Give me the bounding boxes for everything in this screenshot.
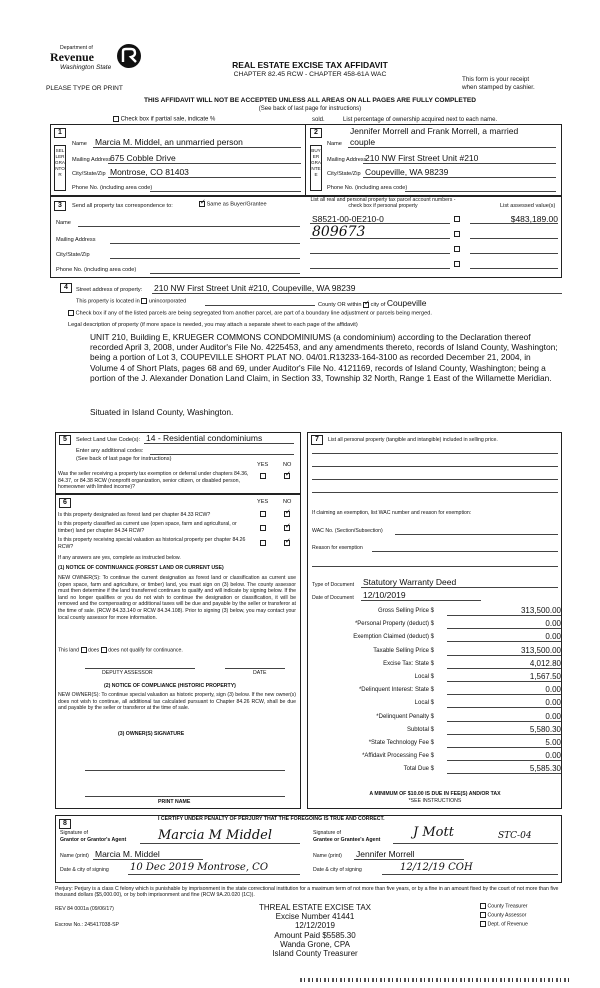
grantor-date-label: Date & city of signing [60,867,109,873]
tax-row [312,738,562,750]
grantee-agent-label: Grantee or Grantee's Agent [313,837,381,843]
personal-prop-checkbox-1[interactable] [454,216,460,222]
historic-no-checkbox[interactable] [284,540,290,546]
tax-row-label: Subtotal $ [406,726,434,733]
grantee-name-label: Name (print) [313,853,342,859]
county-treasurer-checkbox[interactable] [480,903,486,909]
qualify-row [58,647,183,653]
segregate-label: Check box if any of the listed parcels are being segregated from another parcel, are part of a boundary line adjustment or parcels being merged. [75,310,432,317]
grantor-date-city: 10 Dec 2019 Montrose, CO [130,862,269,873]
partial-sale-checkbox[interactable] [113,116,119,122]
doc-type-label: Type of Document [312,582,355,588]
city-of-value: Coupeville [386,298,427,308]
tax-row-value: 0.00 [447,712,561,722]
section-5-number: 5 [59,435,71,445]
personal-prop-checkbox-4[interactable] [454,261,460,267]
section-3-number: 3 [54,201,66,211]
notice2-title: (2) NOTICE OF COMPLIANCE (HISTORIC PROPERTY) [104,683,236,689]
s5-see-back: (See back of last page for instructions) [76,456,172,462]
personal-property-label: List all personal property (tangible and intangible) included in selling price. [328,437,498,443]
notice3-title: (3) OWNER(S) SIGNATURE [118,731,185,737]
dept-line3: Washington State [60,64,112,71]
stamp-line1: THREAL ESTATE EXCISE TAX [258,903,372,912]
please-type: PLEASE TYPE OR PRINT [46,85,123,92]
dept-line2: Revenue [50,50,94,64]
stamp-line6: Island County Treasurer [272,949,358,959]
tax-row-value: 5,585.30 [447,764,561,774]
tax-row-label: Local $ [414,674,434,680]
minimum-notice: A MINIMUM OF $10.00 IS DUE IN FEE(S) AND/OR TAX [369,791,501,797]
city-of-label: city of [370,302,386,308]
if-yes-note: If any answers are yes, complete as instructed below. [58,555,181,561]
grantee-name: Jennifer Morrell [356,849,415,859]
tax-row-label: *Delinquent Interest: State $ [358,687,434,694]
tax-row [312,659,562,671]
tax-row-label: Taxable Selling Price $ [373,647,434,654]
doc-date: 12/10/2019 [363,590,406,600]
tax-row-label: Total Due $ [403,766,434,773]
unincorporated-label: unincorporated [148,298,187,305]
see-back: (See back of last page for instructions) [258,106,362,112]
current-use-question: Is this property classified as current use (open space, farm and agricultural, or timber) land per chapter 84.34 RCW? [58,521,237,534]
grantor-agent-label: Grantor or Grantor's Agent [60,837,127,843]
exempt-no-checkbox[interactable] [284,473,290,479]
stamp-line3: 12/12/2019 [294,921,336,931]
tax-row-value: 5.00 [447,738,561,748]
tax-row [312,698,562,710]
dor-logo [40,45,150,85]
tax-row-label: Exemption Claimed (deduct) $ [353,634,434,641]
reason-label: Reason for exemption [312,545,363,551]
legal-desc-label: Legal description of property (if more space is needed, you may attach a separate sheet to each page of the affidavit) [68,322,358,328]
tax-row [312,712,562,724]
tax-row [312,725,562,737]
same-as-buyer-label: Same as Buyer/Grantee [206,201,267,208]
tax-row-value: 4,012.80 [447,659,561,669]
seller-name: Marcia M. Middel, an unmarried person [95,137,243,147]
seller-phone-label: Phone No. (including area code) [72,185,153,191]
tax-row [312,672,562,684]
personal-prop-checkbox-2[interactable] [454,231,460,237]
receipt-line1: This form is your receipt [462,76,530,83]
tax-row [312,751,562,763]
wac-label: WAC No. (Section/Subsection) [312,528,383,534]
s6-yes-header: YES [257,499,269,505]
tax-row-label: *Affidavit Processing Fee $ [362,753,434,760]
this-land-label: This land [58,647,80,654]
tax-row-value: 0.00 [447,751,561,761]
s5-no-header: NO [283,462,292,468]
tax-row-label: Excise Tax: State $ [383,660,434,667]
assessed-value-1: $483,189.00 [510,214,558,224]
s5-yes-header: YES [257,462,269,468]
dept-revenue-checkbox[interactable] [480,921,486,927]
exemption-question: Was the seller receiving a property tax exemption or deferral under chapters 84.36, 84.37, or 84.38 RCW (nonprofit organization, senior citizen, or disabled person, homeowner with limited income)? [58,471,249,490]
see-instructions: *SEE INSTRUCTIONS [408,798,462,804]
stamp-line2: Excise Number 41441 [275,912,355,922]
print-name-label: PRINT NAME [158,799,191,805]
seller-mailing: 675 Cobble Drive [110,153,176,163]
does-label: does [87,647,100,654]
s6-no-header: NO [283,499,292,505]
grantee-stamp: STC-04 [498,831,532,841]
personal-prop-checkbox-3[interactable] [454,246,460,252]
section-7-number: 7 [311,435,323,445]
segregate-checkbox[interactable] [68,310,74,316]
legal-description: UNIT 210, Building E, KRUEGER COMMONS CONDOMINIUMS (a condominium) according to the Declaration thereof recorded April 3, 2008, under Auditor's File No. 4225453, and any amendments thereto, records of Island County, Washington; being a portion of Lot 3, COUPEVILLE SHORT PLAT NO. 04/01.R13233-164-3100 as recorded December 21, 2004, in Volume 4 of Short Plats, pages 68 and 69, under Auditor's File No. 4121169, records of Island County, Washington; being a portion of the J. Alexander Donation Land Claim, in Section 33, Township 32 North, Range 1 East of the Willamette Meridian. [90,332,558,383]
land-use-value: 14 - Residential condominiums [146,433,263,443]
partial-sale-row [113,116,215,123]
located-in-label: This property is located in [76,298,140,305]
section-6-number: 6 [59,498,71,508]
county-assessor-checkbox[interactable] [480,912,486,918]
forest-yes-checkbox[interactable] [260,511,266,517]
unincorporated-checkbox[interactable] [141,298,147,304]
doc-date-label: Date of Document [312,595,354,601]
send-correspondence-label: Send all property tax correspondence to: [72,203,173,209]
same-as-buyer-checkbox[interactable] [199,201,205,207]
does-not-checkbox[interactable] [101,647,107,653]
stamp-line5: Wanda Grone, CPA [280,939,350,949]
segregate-row [68,310,432,316]
city-of-checkbox[interactable] [363,302,369,308]
situated: Situated in Island County, Washington. [90,407,234,417]
warning: THIS AFFIDAVIT WILL NOT BE ACCEPTED UNLESS ALL AREAS ON ALL PAGES ARE FULLY COMPLETED [143,97,477,104]
s3-name-label: Name [56,220,71,226]
buyer-name-label: Name [327,141,342,147]
revenue-logo-icon [115,42,143,70]
street-label: Street address of property: [76,287,143,293]
exemption-claim-label: If claiming an exemption, list WAC number and reason for exemption: [312,510,472,516]
buyer-city: Coupeville, WA 98239 [365,167,449,177]
certify-text: I CERTIFY UNDER PENALTY OF PERJURY THAT THE FOREGOING IS TRUE AND CORRECT. [158,816,385,822]
partial-sale-label: Check box if partial sale, indicate % [120,116,216,123]
receipt-line2: when stamped by cashier. [462,84,535,91]
does-not-label: does not qualify for continuance. [108,647,183,654]
assessed-header: List assessed value(s) [500,203,556,209]
buyer-city-label: City/State/Zip [327,171,361,177]
current-use-no-checkbox[interactable] [284,525,290,531]
tax-row [312,632,562,644]
tax-row-value: 0.00 [447,685,561,695]
parcel-header: List all real and personal property tax parcel account numbers - check box if personal property [310,197,456,209]
section-2-number: 2 [310,128,322,138]
street-address: 210 NW First Street Unit #210, Coupeville, WA 98239 [154,283,356,293]
grantor-name: Marcia M. Middel [95,849,160,859]
land-use-label: Select Land Use Code(s): [76,437,141,443]
s3-phone-label: Phone No. (including area code) [56,267,137,273]
forest-no-checkbox[interactable] [284,511,290,517]
grantee-signature: J Mott [413,825,454,840]
tax-row-value: 5,580.30 [447,725,561,735]
tax-row [312,606,562,618]
section-4-number: 4 [60,283,72,293]
additional-codes-label: Enter any additional codes: [76,448,144,454]
tax-row-label: *Personal Property (deduct) $ [354,621,434,628]
county-treasurer-label: County Treasurer [487,903,528,910]
form-title: REAL ESTATE EXCISE TAX AFFIDAVIT [232,60,388,70]
same-as-buyer [199,201,267,207]
county-or-within-label: County OR within [318,302,362,308]
dept-line1: Department of [60,45,93,51]
stamp-line4: Amount Paid $5585.30 [274,930,356,940]
city-within-row [318,298,427,308]
current-use-yes-checkbox[interactable] [260,525,266,531]
tax-row-label: *Delinquent Penalty $ [376,713,434,720]
buyer-mailing: 210 NW First Street Unit #210 [365,153,479,163]
buyer-phone-label: Phone No. (including area code) [327,185,408,191]
tax-row-value: 0.00 [447,619,561,629]
s3-mailing-label: Mailing Address [56,237,96,243]
doc-type: Statutory Warranty Deed [363,577,457,587]
sold-label: sold. [312,117,325,123]
assessor-date-label: DATE [253,670,267,676]
exempt-yes-checkbox[interactable] [260,473,266,479]
located-row [76,298,186,304]
treasurer-stamp [240,903,390,958]
tax-row [312,764,562,776]
section-1-number: 1 [54,128,66,138]
tax-row-label: Local $ [414,700,434,707]
dist-county-treasurer [480,903,528,909]
deputy-assessor-label: DEPUTY ASSESSOR [102,670,153,676]
form-chapter: CHAPTER 82.45 RCW - CHAPTER 458-61A WAC [233,71,387,78]
historic-question: Is this property receiving special valuation as historical property per chapter 84.26 RCW? [58,537,246,550]
buyer-name-line2: couple [350,137,376,147]
buyer-side-label: BUYER GRANTEE [311,148,321,177]
tax-row-label: *State Technology Fee $ [368,740,434,746]
dist-county-assessor [480,912,526,918]
perjury-notice: Perjury: Perjury is a class C felony which is punishable by imprisonment in the state correctional institution for a maximum term of not more than five years, or by a fine in an amount fixed by the court of not more than five thousand dollars ($5,000.00), or by both imprisonment and fine (RCW 9A.20.020 (1C)). [55,886,559,899]
buyer-mailing-label: Mailing Address [327,157,367,163]
does-checkbox[interactable] [81,647,87,653]
dept-revenue-label: Dept. of Revenue [487,921,528,928]
notice2-text: NEW OWNER(S): To continue special valuation as historic property, sign (3) below. If the new owner(s) does not wish to continue, all additional tax calculated pursuant to Chapter 84.26 RCW, shall be due and payable by the seller or transferor at the time of sale. [58,692,296,712]
grantor-signature: Marcia M Middel [158,828,273,843]
seller-side-label: SELLER GRANTOR [55,148,65,177]
seller-name-label: Name [72,141,87,147]
tax-row [312,619,562,631]
forest-question: Is this property designated as forest land per chapter 84.33 RCW? [58,512,211,518]
tax-row [312,646,562,658]
seller-city-label: City/State/Zip [72,171,106,177]
grantor-name-label: Name (print) [60,853,89,859]
tax-row-label: Gross Selling Price $ [377,608,434,614]
grantee-date-label: Date & city of signing [313,867,362,873]
s3-city-label: City/State/Zip [56,252,90,258]
seller-mailing-label: Mailing Address [72,157,112,163]
tax-row-value: 313,500.00 [447,606,561,616]
grantee-sig-of: Signature of [313,830,341,836]
tax-row-value: 0.00 [447,698,561,708]
seller-city: Montrose, CO 81403 [110,167,189,177]
historic-yes-checkbox[interactable] [260,540,266,546]
rev-number: REV 84 0001a (09/06/17) [55,906,114,912]
grantor-sig-of: Signature of [60,830,88,836]
tax-row-value: 0.00 [447,632,561,642]
dist-dept-revenue [480,921,528,927]
list-pct-label: List percentage of ownership acquired next to each name. [343,117,498,123]
notice1-title: (1) NOTICE OF CONTINUANCE (FOREST LAND OR CURRENT USE) [58,565,224,571]
scan-barcode-strip [300,978,570,982]
tax-row-value: 313,500.00 [447,646,561,656]
notice1-text: NEW OWNER(S): To continue the current designation as forest land or classification as current use (open space, farm and agriculture, or timber) land, you must sign on (3) below. The county assessor must then determine if the land transferred continues to qualify and will indicate by signing below. If the land no longer qualifies or you do not wish to continue the designation or classification, it will be removed and the compensating or additional taxes will be due and payable by the seller or transferor at the time of sale. (RCW 84.33.140 or RCW 84.34.108). Prior to signing (3) below, you may contact your local county assessor for more information. [58,575,296,621]
parcel-2: 809673 [312,224,366,240]
parcel-1: S8521-00-0E210-0 [312,214,384,224]
buyer-name-line1: Jennifer Morrell and Frank Morrell, a married [350,126,519,136]
county-assessor-label: County Assessor [487,912,527,919]
escrow-number: Escrow No.: 245417038-SP [55,922,120,928]
tax-row [312,685,562,697]
grantee-date-city: 12/12/19 COH [400,862,473,873]
section-8-number: 8 [59,819,71,829]
tax-row-value: 1,567.50 [447,672,561,682]
